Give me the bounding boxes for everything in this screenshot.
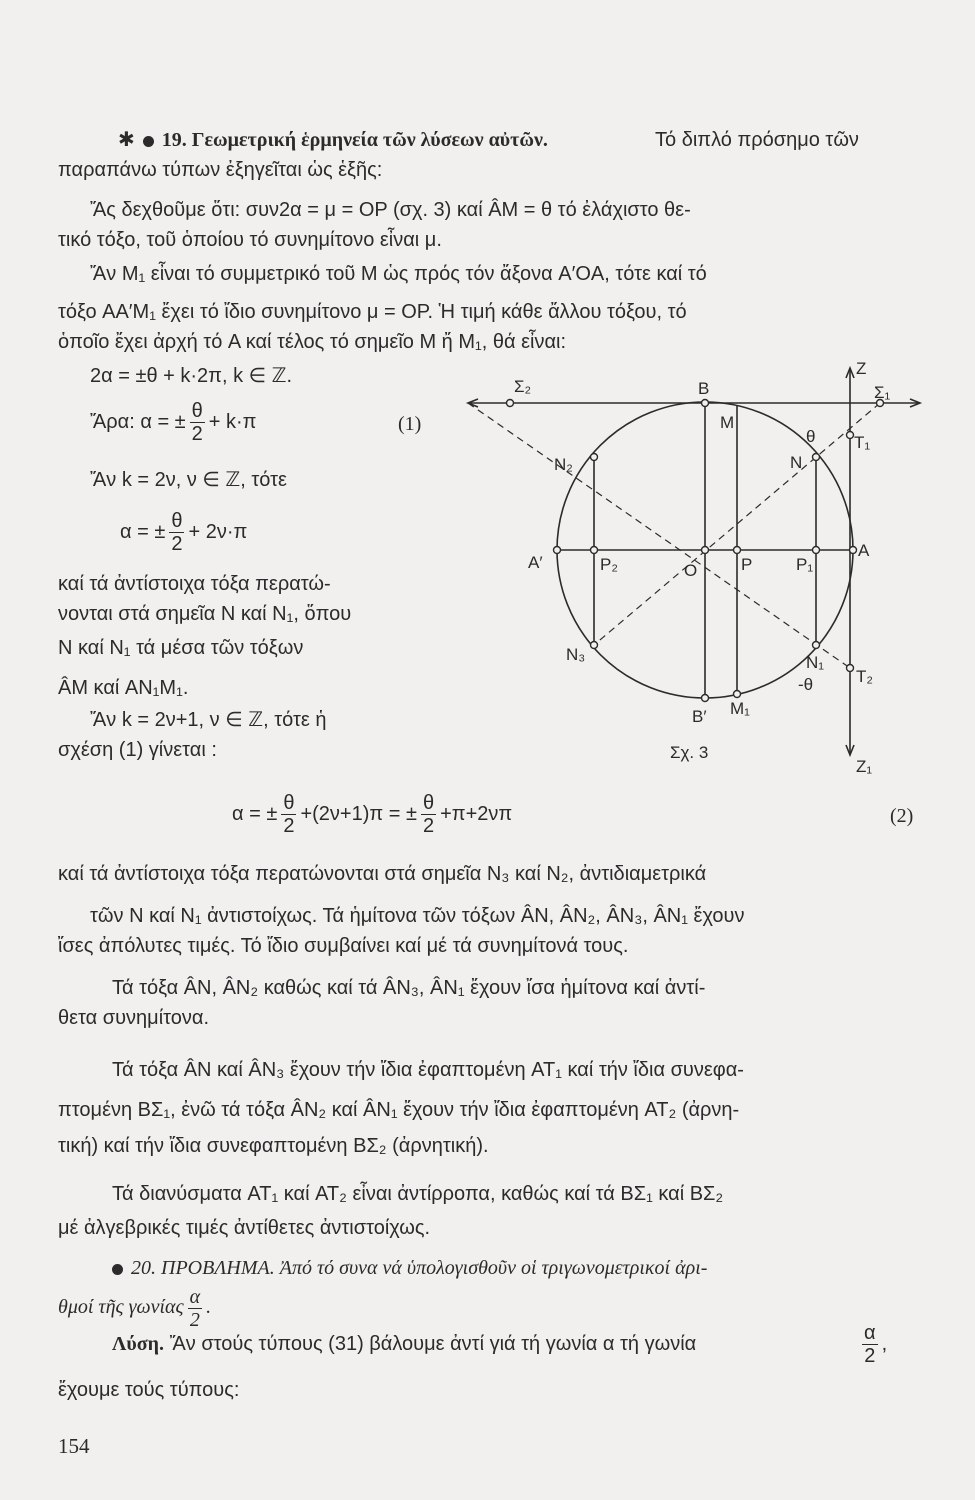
case-1-eq-rhs: + 2ν·π [188,520,248,543]
point-P1 [813,547,820,554]
fraction-numerator: α [189,1286,201,1308]
label-N3: N₃ [566,645,586,664]
paragraph-5-line-2: πτομένη BΣ₁, ἐνῶ τά τόξα ÂN₂ καί ÂN₁ ἔχουν τήν ἴδια ἐφαπτομένη AT₂ (ἀρνη- [58,1099,740,1121]
point-S2 [507,400,514,407]
label-A-prime: A′ [528,553,543,572]
section-19-header-line [118,128,548,152]
label-T1: T₁ [854,433,871,452]
label-P: P [741,555,753,574]
section-20-header-line [112,1256,707,1280]
fraction-numerator: θ [283,792,295,814]
case-1-text-2: νονται στά σημεῖα N καί N₁, ὅπου [58,603,352,625]
equation-2-rhs: +π+2νπ [440,802,513,825]
section-20-header-line-2: θμοί τῆς γωνίας $\frac{\alpha}{2}$ . [58,1286,212,1331]
paragraph-3-line-1: καί τά ἀντίστοιχα τόξα περατώνονται στά σημεῖα N₃ καί N₂, ἀντιδιαμετρικά [58,863,707,885]
label-Z: Z [856,359,867,378]
label-M: M [720,413,735,432]
page-number: 154 [58,1434,90,1458]
label-O: O [684,561,698,580]
paragraph-1-line-1: Ἄς δεχθοῦμε ὅτι: συν2α = μ = OP (σχ. 3) καί ÂM = θ τό ἐλάχιστο θε- [90,199,691,221]
paragraph-6-line-1: Τά διανύσματα AT₁ καί AT₂ εἶναι ἀντίρροπα, καθώς καί τά BΣ₁ καί BΣ₂ [112,1183,724,1205]
point-P2 [591,547,598,554]
point-A [850,547,857,554]
fraction-theta-over-2 [281,792,296,837]
dashed-line-S2-T2 [468,403,850,668]
case-1-text-4: ÂM καί AN₁M₁. [58,677,189,699]
equation-2a: 2α = ±θ + k·2π, k ∈ ℤ. [90,365,293,387]
section-20-header: 20. ΠΡΟΒΛΗΜΑ. Ἀπό τό συνα νά ὑπολογισθοῦν οἱ τριγωνομετρικοί ἀρι- [131,1257,708,1279]
label-M1: M₁ [730,699,750,718]
label-N1: N₁ [806,653,825,672]
equation-ara-lhs: Ἄρα: α = ± [90,410,186,433]
section-19-intro: Τό διπλό πρόσημο τῶν [655,129,859,151]
star-icon: ✱ [118,129,135,151]
paragraph-2-line-1: Ἄν M₁ εἶναι τό συμμετρικό τοῦ M ὡς πρός τόν ἄξονα A′OA, τότε καί τό [90,263,707,285]
point-B [702,400,709,407]
point-M1 [734,691,741,698]
figure-3-unit-circle [440,350,930,780]
point-N1 [813,642,820,649]
point-T1 [847,432,854,439]
point-O [702,547,709,554]
fraction-denominator: 2 [191,423,203,445]
point-N3 [591,642,598,649]
equation-2-lhs: α = ± [232,802,278,825]
equation-ara-rhs: + k·π [208,410,257,433]
case-1-text-3: N καί N₁ τά μέσα τῶν τόξων [58,637,304,659]
label-P1: P₁ [796,555,814,574]
point-A-prime [554,547,561,554]
label-N2: N₂ [554,455,573,474]
case-1-line: Ἄν k = 2ν, ν ∈ ℤ, τότε [90,469,287,491]
label-S1: Σ₁ [874,383,891,402]
solution-line [112,1332,696,1356]
fraction-theta-over-2 [421,792,436,837]
label-S2: Σ₂ [514,377,532,396]
point-T2 [847,665,854,672]
solution-label: Λύση. [112,1333,164,1355]
bullet-icon [143,136,154,147]
label-P2: P₂ [600,555,618,574]
point-P [734,547,741,554]
label-B-prime: B′ [692,707,707,726]
fraction-denominator: 2 [189,1309,200,1331]
equation-2-mid: +(2ν+1)π = ± [300,802,417,825]
section-19-header: 19. Γεωμετρική ἑρμηνεία τῶν λύσεων αὐτῶν. [161,129,548,151]
point-N2 [591,454,598,461]
fraction-theta-over-2 [190,400,205,445]
point-N [813,454,820,461]
fraction-numerator: θ [171,510,183,532]
point-B-prime [702,695,709,702]
label-neg-theta: -θ [798,675,814,694]
label-T2: T₂ [856,667,873,686]
paragraph-5-line-3: τική) καί τήν ἴδια συνεφαπτομένη BΣ₂ (ἀρνητική). [58,1135,489,1157]
fraction-denominator: 2 [283,815,295,837]
section-19-intro-cont: παραπάνω τύπων ἐξηγεῖται ὡς ἑξῆς: [58,159,383,181]
equation-1-label: (1) [398,413,422,435]
case-1-eq-lhs: α = ± [120,520,166,543]
label-B: B [698,379,710,398]
case-2-text-1: Ἄν k = 2ν+1, ν ∈ ℤ, τότε ἡ [90,709,327,731]
fraction-denominator: 2 [864,1345,876,1367]
paragraph-4-line-2: θετα συνημίτονα. [58,1007,210,1029]
solution-text: Ἄν στούς τύπους (31) βάλουμε ἀντί γιά τή γωνία α τή γωνία [169,1333,697,1355]
solution-fraction-line: $\frac{\alpha}{2}$ , [864,1322,888,1367]
paragraph-4-line-1: Τά τόξα ÂN, ÂN₂ καθώς καί τά ÂN₃, ÂN₁ ἔχουν ἴσα ἡμίτονα καί ἀντί- [112,977,706,999]
fraction-denominator: 2 [422,815,435,837]
figure-caption: Σχ. 3 [670,743,709,762]
section-20-header-cont: θμοί τῆς γωνίας [58,1296,184,1319]
paragraph-3-line-3: ἴσες ἀπόλυτες τιμές. Τό ἴδιο συμβαίνει καί μέ τά συνημίτονά τους. [58,935,629,957]
case-1-equation [120,510,247,555]
fraction-numerator: θ [191,400,203,422]
fraction-alpha-over-2 [862,1322,878,1367]
equation-2 [232,792,512,837]
fraction-numerator: α [864,1322,876,1344]
fraction-alpha-over-2 [188,1286,203,1331]
fraction-numerator: θ [422,792,435,814]
fraction-denominator: 2 [171,533,183,555]
paragraph-6-line-2: μέ ἀλγεβρικές τιμές ἀντίθετες ἀντιστοίχως. [58,1217,431,1239]
solution-line-2: ἔχουμε τούς τύπους: [58,1379,240,1401]
paragraph-2-line-2: τόξο AA′M₁ ἔχει τό ἴδιο συνημίτονο μ = OP. Ἡ τιμή κάθε ἄλλου τόξου, τό [58,301,687,323]
label-Z1: Z₁ [856,757,873,776]
label-A: A [858,541,870,560]
bullet-icon [112,1264,123,1275]
equation-ara [90,400,256,445]
paragraph-1-line-2: τικό τόξο, τοῦ ὁποίου τό συνημίτονο εἶναι μ. [58,229,442,251]
equation-2-label: (2) [890,805,914,827]
case-2-text-2: σχέση (1) γίνεται : [58,739,217,761]
paragraph-5-line-1: Τά τόξα ÂN καί ÂN₃ ἔχουν τήν ἴδια ἐφαπτομένη AT₁ καί τήν ἴδια συνεφα- [112,1059,744,1081]
case-1-text-1: καί τά ἀντίστοιχα τόξα περατώ- [58,573,331,595]
paragraph-2-line-3: ὁποῖο ἔχει ἀρχή τό A καί τέλος τό σημεῖο M ἤ M₁, θά εἶναι: [58,331,567,353]
fraction-theta-over-2 [169,510,184,555]
label-theta: θ [806,427,816,446]
paragraph-3-line-2: τῶν N καί N₁ ἀντιστοίχως. Τά ἡμίτονα τῶν τόξων ÂN, ÂN₂, ÂN₃, ÂN₁ ἔχουν [90,905,745,927]
label-N: N [790,453,803,472]
